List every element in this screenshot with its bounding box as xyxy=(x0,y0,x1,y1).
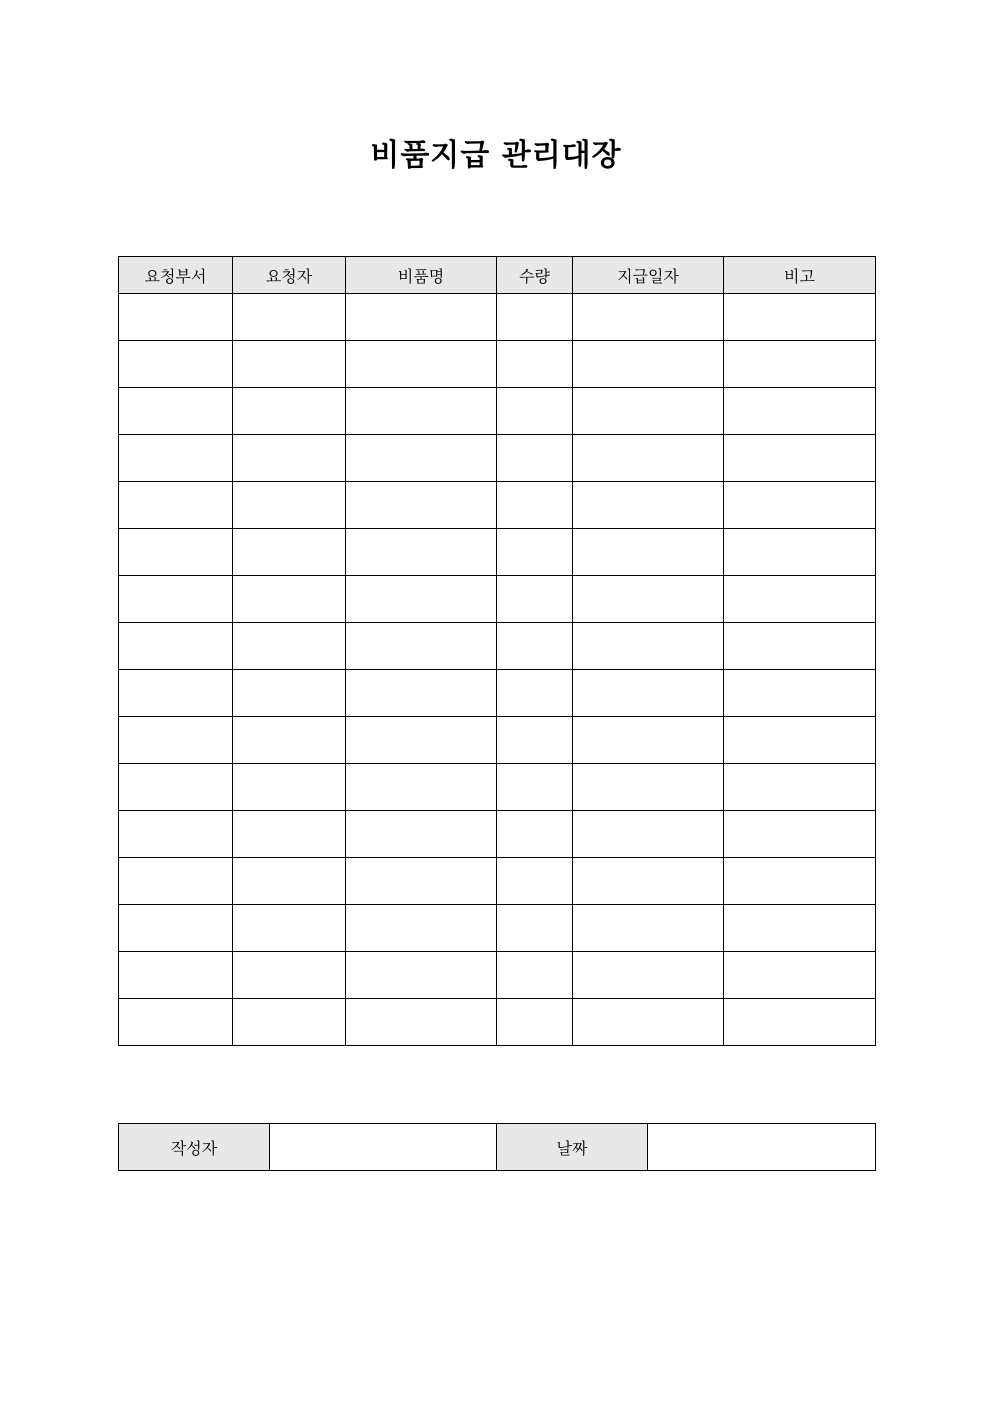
cell-item-name[interactable] xyxy=(346,905,497,952)
cell-request-dept[interactable] xyxy=(119,341,233,388)
author-label: 작성자 xyxy=(119,1124,270,1171)
date-field[interactable] xyxy=(648,1124,876,1171)
cell-remarks[interactable] xyxy=(724,435,876,482)
cell-remarks[interactable] xyxy=(724,717,876,764)
cell-requester[interactable] xyxy=(233,294,346,341)
table-row xyxy=(119,388,876,435)
cell-issue-date[interactable] xyxy=(573,764,724,811)
cell-quantity[interactable] xyxy=(497,952,573,999)
header-remarks: 비고 xyxy=(724,257,876,294)
table-row xyxy=(119,670,876,717)
table-row xyxy=(119,576,876,623)
cell-issue-date[interactable] xyxy=(573,858,724,905)
cell-issue-date[interactable] xyxy=(573,388,724,435)
cell-item-name[interactable] xyxy=(346,717,497,764)
cell-requester[interactable] xyxy=(233,529,346,576)
cell-quantity[interactable] xyxy=(497,388,573,435)
cell-remarks[interactable] xyxy=(724,294,876,341)
cell-request-dept[interactable] xyxy=(119,811,233,858)
cell-requester[interactable] xyxy=(233,388,346,435)
cell-quantity[interactable] xyxy=(497,811,573,858)
table-row xyxy=(119,341,876,388)
cell-quantity[interactable] xyxy=(497,764,573,811)
cell-item-name[interactable] xyxy=(346,435,497,482)
header-request-dept: 요청부서 xyxy=(119,257,233,294)
cell-issue-date[interactable] xyxy=(573,482,724,529)
cell-item-name[interactable] xyxy=(346,623,497,670)
cell-request-dept[interactable] xyxy=(119,717,233,764)
cell-request-dept[interactable] xyxy=(119,576,233,623)
cell-item-name[interactable] xyxy=(346,764,497,811)
header-issue-date: 지급일자 xyxy=(573,257,724,294)
cell-item-name[interactable] xyxy=(346,999,497,1046)
cell-requester[interactable] xyxy=(233,670,346,717)
cell-requester[interactable] xyxy=(233,435,346,482)
cell-item-name[interactable] xyxy=(346,576,497,623)
cell-request-dept[interactable] xyxy=(119,764,233,811)
table-row xyxy=(119,811,876,858)
table-row xyxy=(119,952,876,999)
cell-item-name[interactable] xyxy=(346,858,497,905)
cell-quantity[interactable] xyxy=(497,623,573,670)
cell-request-dept[interactable] xyxy=(119,388,233,435)
cell-remarks[interactable] xyxy=(724,670,876,717)
table-row xyxy=(119,764,876,811)
cell-issue-date[interactable] xyxy=(573,670,724,717)
cell-remarks[interactable] xyxy=(724,999,876,1046)
author-field[interactable] xyxy=(270,1124,497,1171)
cell-issue-date[interactable] xyxy=(573,623,724,670)
cell-quantity[interactable] xyxy=(497,670,573,717)
cell-quantity[interactable] xyxy=(497,482,573,529)
cell-issue-date[interactable] xyxy=(573,811,724,858)
cell-requester[interactable] xyxy=(233,811,346,858)
page-title: 비품지급 관리대장 xyxy=(370,138,622,173)
header-requester: 요청자 xyxy=(233,257,346,294)
cell-requester[interactable] xyxy=(233,717,346,764)
cell-issue-date[interactable] xyxy=(573,999,724,1046)
cell-remarks[interactable] xyxy=(724,341,876,388)
table-row xyxy=(119,529,876,576)
cell-quantity[interactable] xyxy=(497,435,573,482)
cell-requester[interactable] xyxy=(233,905,346,952)
cell-requester[interactable] xyxy=(233,858,346,905)
table-row xyxy=(119,858,876,905)
cell-issue-date[interactable] xyxy=(573,341,724,388)
date-label: 날짜 xyxy=(497,1124,648,1171)
table-row xyxy=(119,294,876,341)
signature-table xyxy=(118,1123,876,1171)
cell-issue-date[interactable] xyxy=(573,905,724,952)
ledger-body xyxy=(119,294,876,1046)
cell-requester[interactable] xyxy=(233,999,346,1046)
cell-remarks[interactable] xyxy=(724,388,876,435)
cell-issue-date[interactable] xyxy=(573,435,724,482)
cell-issue-date[interactable] xyxy=(573,529,724,576)
cell-remarks[interactable] xyxy=(724,952,876,999)
cell-remarks[interactable] xyxy=(724,623,876,670)
cell-item-name[interactable] xyxy=(346,670,497,717)
cell-remarks[interactable] xyxy=(724,811,876,858)
table-row xyxy=(119,999,876,1046)
cell-issue-date[interactable] xyxy=(573,952,724,999)
cell-item-name[interactable] xyxy=(346,388,497,435)
cell-issue-date[interactable] xyxy=(573,294,724,341)
cell-item-name[interactable] xyxy=(346,341,497,388)
cell-remarks[interactable] xyxy=(724,764,876,811)
cell-item-name[interactable] xyxy=(346,811,497,858)
cell-quantity[interactable] xyxy=(497,999,573,1046)
cell-item-name[interactable] xyxy=(346,294,497,341)
cell-request-dept[interactable] xyxy=(119,999,233,1046)
table-row xyxy=(119,905,876,952)
table-row xyxy=(119,717,876,764)
cell-issue-date[interactable] xyxy=(573,717,724,764)
cell-request-dept[interactable] xyxy=(119,294,233,341)
cell-request-dept[interactable] xyxy=(119,482,233,529)
cell-remarks[interactable] xyxy=(724,529,876,576)
cell-request-dept[interactable] xyxy=(119,529,233,576)
ledger-table xyxy=(118,256,876,1046)
cell-requester[interactable] xyxy=(233,482,346,529)
cell-requester[interactable] xyxy=(233,623,346,670)
header-row xyxy=(119,257,876,294)
table-row xyxy=(119,623,876,670)
table-row xyxy=(119,435,876,482)
cell-quantity[interactable] xyxy=(497,529,573,576)
cell-remarks[interactable] xyxy=(724,858,876,905)
header-quantity: 수량 xyxy=(497,257,573,294)
cell-quantity[interactable] xyxy=(497,717,573,764)
cell-remarks[interactable] xyxy=(724,482,876,529)
cell-issue-date[interactable] xyxy=(573,576,724,623)
cell-quantity[interactable] xyxy=(497,858,573,905)
cell-remarks[interactable] xyxy=(724,576,876,623)
cell-request-dept[interactable] xyxy=(119,623,233,670)
cell-request-dept[interactable] xyxy=(119,952,233,999)
cell-item-name[interactable] xyxy=(346,482,497,529)
signature-row xyxy=(119,1124,876,1171)
cell-request-dept[interactable] xyxy=(119,905,233,952)
cell-item-name[interactable] xyxy=(346,952,497,999)
cell-requester[interactable] xyxy=(233,952,346,999)
cell-item-name[interactable] xyxy=(346,529,497,576)
cell-quantity[interactable] xyxy=(497,341,573,388)
cell-request-dept[interactable] xyxy=(119,670,233,717)
cell-quantity[interactable] xyxy=(497,294,573,341)
header-item-name: 비품명 xyxy=(346,257,497,294)
table-row xyxy=(119,482,876,529)
cell-requester[interactable] xyxy=(233,341,346,388)
cell-request-dept[interactable] xyxy=(119,858,233,905)
cell-quantity[interactable] xyxy=(497,905,573,952)
cell-requester[interactable] xyxy=(233,576,346,623)
cell-quantity[interactable] xyxy=(497,576,573,623)
cell-remarks[interactable] xyxy=(724,905,876,952)
cell-requester[interactable] xyxy=(233,764,346,811)
cell-request-dept[interactable] xyxy=(119,435,233,482)
